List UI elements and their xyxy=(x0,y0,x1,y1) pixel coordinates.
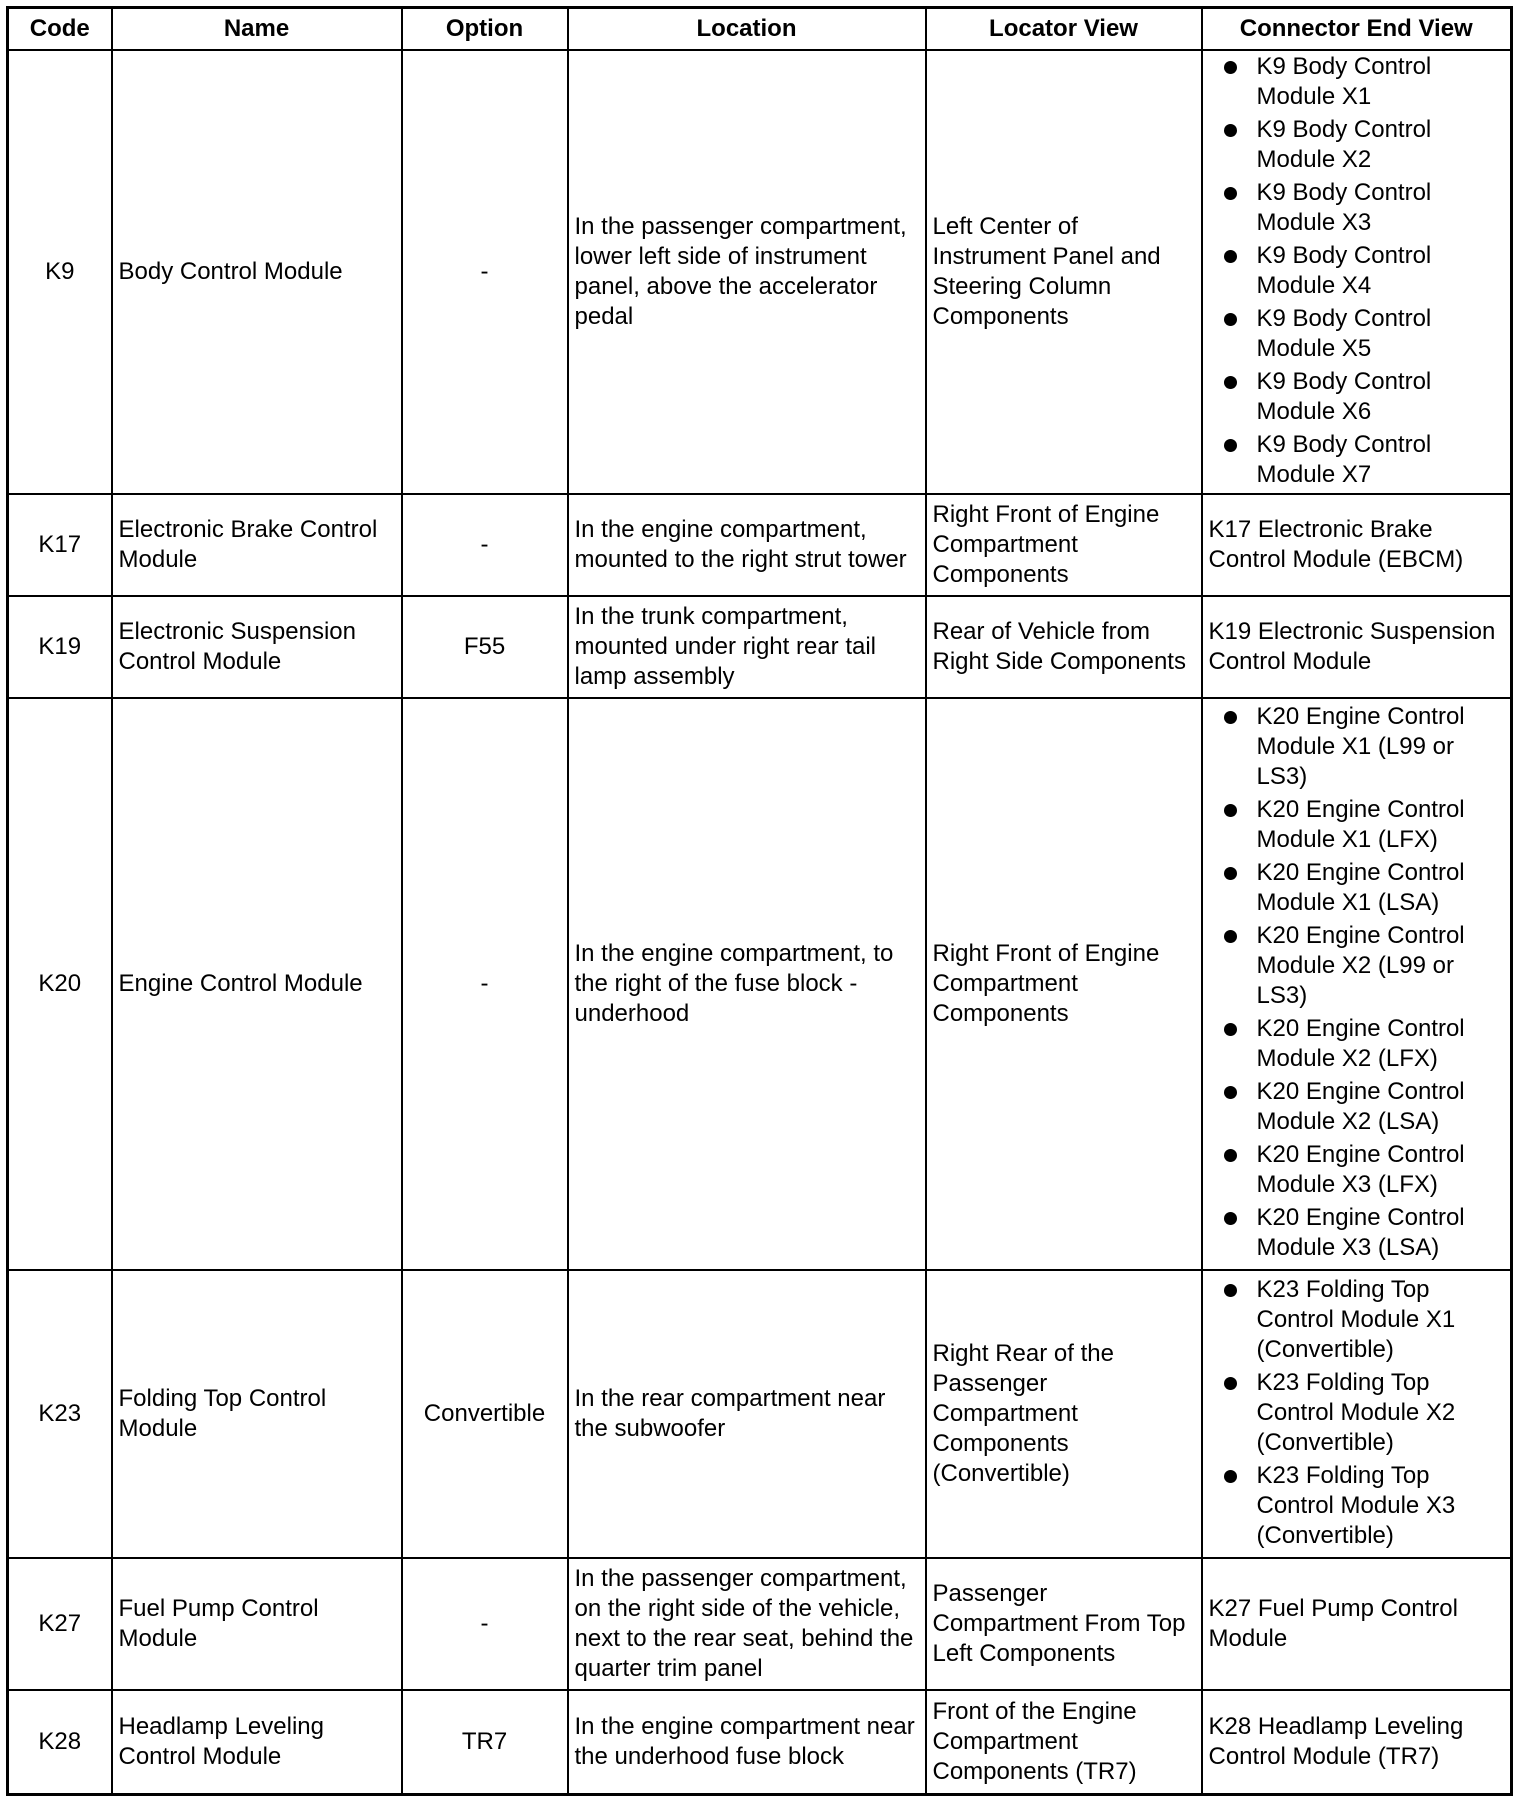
cell-location: In the passenger compartment, on the right side of the vehicle, next to the rear seat, behind the quarter trim panel xyxy=(568,1558,926,1690)
cell-code: K17 xyxy=(8,494,112,596)
cell-connector-end-view: K19 Electronic Suspension Control Module xyxy=(1202,596,1512,698)
bullet-icon xyxy=(1224,313,1237,326)
cell-location: In the rear compartment near the subwoofer xyxy=(568,1270,926,1558)
connector-label: K9 Body Control Module X5 xyxy=(1256,304,1432,362)
connector-item xyxy=(1257,52,1505,112)
connector-item xyxy=(1257,241,1505,301)
cell-location: In the trunk compartment, mounted under right rear tail lamp assembly xyxy=(568,596,926,698)
header-option: Option xyxy=(402,8,568,51)
bullet-icon xyxy=(1224,1470,1237,1483)
connector-label: K9 Body Control Module X6 xyxy=(1256,367,1432,425)
cell-name: Folding Top Control Module xyxy=(112,1270,402,1558)
cell-connector-end-view: K28 Headlamp Leveling Control Module (TR7) xyxy=(1202,1690,1512,1794)
connector-item xyxy=(1257,858,1505,918)
table-row xyxy=(8,1270,1512,1558)
table-row xyxy=(8,596,1512,698)
table-row xyxy=(8,494,1512,596)
cell-locator-view: Right Front of Engine Compartment Components xyxy=(926,698,1202,1270)
header-name: Name xyxy=(112,8,402,51)
connector-label: K23 Folding Top Control Module X2 (Convertible) xyxy=(1256,1368,1456,1456)
connector-label: K20 Engine Control Module X3 (LFX) xyxy=(1256,1141,1465,1198)
connector-item xyxy=(1257,702,1505,792)
header-connector-end-view: Connector End View xyxy=(1202,8,1512,51)
table-row xyxy=(8,1558,1512,1690)
connector-label: K9 Body Control Module X3 xyxy=(1256,178,1432,236)
connector-label: K20 Engine Control Module X2 (L99 or LS3) xyxy=(1256,922,1465,1009)
header-row xyxy=(8,8,1512,51)
connector-item xyxy=(1257,430,1505,490)
bullet-icon xyxy=(1224,250,1237,263)
bullet-icon xyxy=(1224,1212,1237,1225)
cell-option: - xyxy=(402,50,568,494)
cell-location: In the engine compartment, to the right of the fuse block - underhood xyxy=(568,698,926,1270)
cell-option: - xyxy=(402,494,568,596)
cell-connector-end-view: K27 Fuel Pump Control Module xyxy=(1202,1558,1512,1690)
bullet-icon xyxy=(1224,61,1237,74)
cell-locator-view: Passenger Compartment From Top Left Components xyxy=(926,1558,1202,1690)
connector-item xyxy=(1257,367,1505,427)
bullet-icon xyxy=(1224,187,1237,200)
table-row xyxy=(8,1690,1512,1794)
component-locator-table xyxy=(6,6,1513,1796)
cell-name: Electronic Suspension Control Module xyxy=(112,596,402,698)
bullet-icon xyxy=(1224,1377,1237,1390)
connector-item xyxy=(1257,1077,1505,1137)
connector-label: K23 Folding Top Control Module X3 (Convertible) xyxy=(1256,1461,1456,1549)
connector-label: K20 Engine Control Module X1 (L99 or LS3) xyxy=(1256,703,1465,790)
bullet-icon xyxy=(1224,1149,1237,1162)
component-table-wrapper xyxy=(6,6,1510,1796)
table-header xyxy=(8,8,1512,51)
connector-label: K9 Body Control Module X2 xyxy=(1256,115,1432,173)
connector-label: K20 Engine Control Module X1 (LSA) xyxy=(1256,859,1465,916)
cell-connector-end-view xyxy=(1202,698,1512,1270)
cell-option: F55 xyxy=(402,596,568,698)
bullet-icon xyxy=(1224,124,1237,137)
connector-label: K20 Engine Control Module X2 (LFX) xyxy=(1256,1015,1465,1072)
connector-label: K9 Body Control Module X4 xyxy=(1256,241,1432,299)
cell-code: K23 xyxy=(8,1270,112,1558)
cell-location: In the engine compartment, mounted to the right strut tower xyxy=(568,494,926,596)
cell-name: Electronic Brake Control Module xyxy=(112,494,402,596)
connector-label: K20 Engine Control Module X1 (LFX) xyxy=(1256,796,1465,853)
connector-item xyxy=(1257,1368,1505,1458)
connector-list xyxy=(1209,702,1505,1263)
bullet-icon xyxy=(1224,1086,1237,1099)
cell-connector-end-view: K17 Electronic Brake Control Module (EBCM) xyxy=(1202,494,1512,596)
bullet-icon xyxy=(1224,804,1237,817)
connector-list xyxy=(1209,52,1505,490)
connector-item xyxy=(1257,1275,1505,1365)
cell-code: K20 xyxy=(8,698,112,1270)
bullet-icon xyxy=(1224,867,1237,880)
cell-name: Headlamp Leveling Control Module xyxy=(112,1690,402,1794)
bullet-icon xyxy=(1224,1284,1237,1297)
cell-locator-view: Front of the Engine Compartment Components (TR7) xyxy=(926,1690,1202,1794)
cell-name: Fuel Pump Control Module xyxy=(112,1558,402,1690)
cell-code: K9 xyxy=(8,50,112,494)
cell-connector-end-view xyxy=(1202,1270,1512,1558)
cell-code: K27 xyxy=(8,1558,112,1690)
connector-item xyxy=(1257,178,1505,238)
cell-name: Body Control Module xyxy=(112,50,402,494)
cell-option: TR7 xyxy=(402,1690,568,1794)
connector-item xyxy=(1257,1461,1505,1551)
table-body xyxy=(8,50,1512,1794)
connector-label: K9 Body Control Module X1 xyxy=(1256,52,1432,110)
header-locator-view: Locator View xyxy=(926,8,1202,51)
cell-location: In the passenger compartment, lower left side of instrument panel, above the accelerator pedal xyxy=(568,50,926,494)
header-location: Location xyxy=(568,8,926,51)
cell-option: Convertible xyxy=(402,1270,568,1558)
connector-list xyxy=(1209,1275,1505,1551)
connector-item xyxy=(1257,1203,1505,1263)
bullet-icon xyxy=(1224,376,1237,389)
connector-label: K20 Engine Control Module X2 (LSA) xyxy=(1256,1078,1465,1135)
cell-code: K19 xyxy=(8,596,112,698)
bullet-icon xyxy=(1224,439,1237,452)
cell-locator-view: Right Rear of the Passenger Compartment Components (Convertible) xyxy=(926,1270,1202,1558)
bullet-icon xyxy=(1224,930,1237,943)
cell-name: Engine Control Module xyxy=(112,698,402,1270)
connector-item xyxy=(1257,1014,1505,1074)
connector-item xyxy=(1257,115,1505,175)
cell-code: K28 xyxy=(8,1690,112,1794)
cell-locator-view: Left Center of Instrument Panel and Steering Column Components xyxy=(926,50,1202,494)
connector-item xyxy=(1257,304,1505,364)
cell-option: - xyxy=(402,1558,568,1690)
header-code: Code xyxy=(8,8,112,51)
cell-locator-view: Right Front of Engine Compartment Components xyxy=(926,494,1202,596)
cell-location: In the engine compartment near the underhood fuse block xyxy=(568,1690,926,1794)
connector-label: K23 Folding Top Control Module X1 (Convertible) xyxy=(1256,1275,1456,1363)
connector-item xyxy=(1257,1140,1505,1200)
cell-option: - xyxy=(402,698,568,1270)
connector-item xyxy=(1257,921,1505,1011)
connector-label: K20 Engine Control Module X3 (LSA) xyxy=(1256,1204,1465,1261)
table-row xyxy=(8,50,1512,494)
connector-item xyxy=(1257,795,1505,855)
table-row xyxy=(8,698,1512,1270)
cell-locator-view: Rear of Vehicle from Right Side Components xyxy=(926,596,1202,698)
connector-label: K9 Body Control Module X7 xyxy=(1256,430,1432,488)
bullet-icon xyxy=(1224,711,1237,724)
cell-connector-end-view xyxy=(1202,50,1512,494)
bullet-icon xyxy=(1224,1023,1237,1036)
